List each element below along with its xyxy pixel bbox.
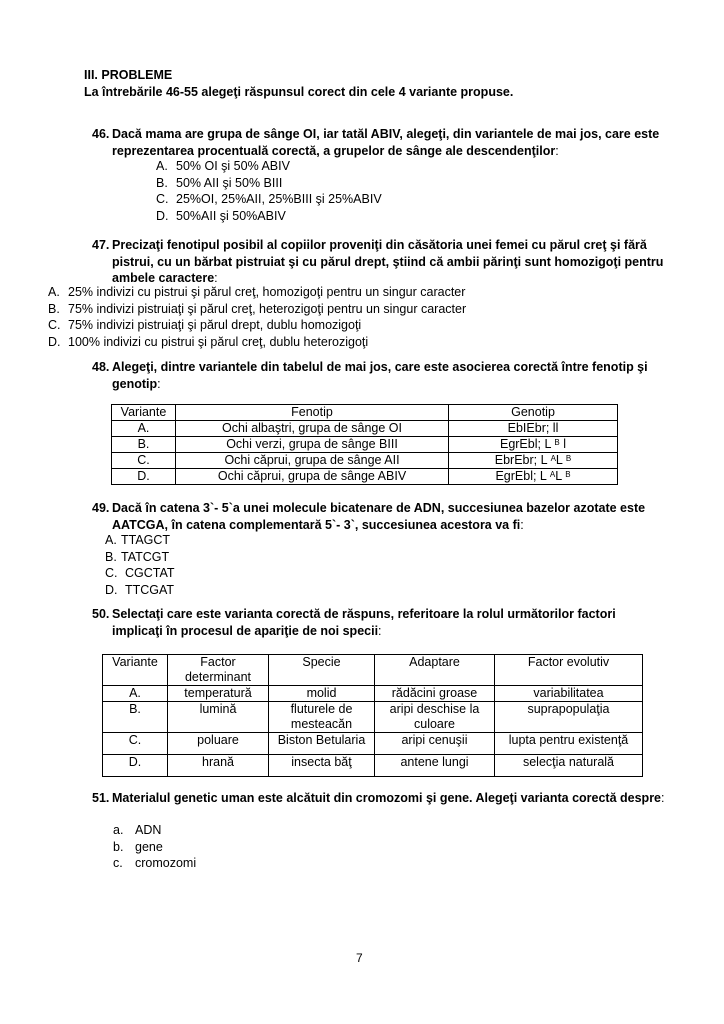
- question-48: 48. Alegeţi, dintre variantele din tabelul de mai jos, care este asocierea corectă între fenotip şi genotip:: [92, 360, 648, 391]
- column-header: Factor evolutiv: [495, 655, 643, 686]
- option-c[interactable]: C. 75% indivizi pistruiaţi şi părul drept, dublu homozigoţi: [48, 318, 362, 332]
- option-a[interactable]: A. 25% indivizi cu pistrui şi părul creţ, homozigoţi pentru un singur caracter: [48, 285, 466, 299]
- question-number: 51.: [92, 791, 110, 805]
- option-a[interactable]: A. 50% OI şi 50% ABIV: [156, 159, 290, 173]
- table-row: D. hrană insecta băţ antene lungi selecţia naturală: [103, 755, 643, 777]
- question-49-options: [105, 532, 175, 598]
- section-title: III. PROBLEME: [84, 68, 173, 82]
- option-b[interactable]: B. TATCGT: [105, 549, 170, 564]
- column-header: Factor determinant: [168, 655, 269, 686]
- option-d[interactable]: D. TTCGAT: [105, 582, 175, 597]
- option-d[interactable]: D. 100% indivizi cu pistrui şi părul creţ, dublu heterozigoţi: [48, 334, 369, 349]
- question-47-options: [48, 284, 466, 350]
- page-number: 7: [356, 951, 363, 965]
- table-row: A. temperatură molid rădăcini groase variabilitatea: [103, 686, 643, 702]
- question-46-options: [156, 158, 382, 224]
- table-header-row: [112, 405, 618, 421]
- question-number: 47.: [92, 238, 110, 252]
- option-d[interactable]: D. 50%AII şi 50%ABIV: [156, 208, 286, 223]
- table-row: C. poluare Biston Betularia aripi cenuşii lupta pentru existenţă: [103, 733, 643, 755]
- genotype-table: [111, 404, 618, 485]
- question-51-options: [113, 822, 196, 872]
- question-text: Dacă mama are grupa de sânge OI, iar tatăl ABIV, alegeţi, din variantele de mai jos, care este reprezentarea procentuală corectă, a grupelor de sânge ale descendenţilor: [112, 127, 660, 158]
- table-row: D. Ochi căprui, grupa de sânge ABIV EgrEbl; L $^A$L $^B$: [112, 469, 618, 485]
- table-row: B. lumină fluturele de mesteacăn aripi deschise la culoare suprapopulaţia: [103, 702, 643, 733]
- question-number: 50.: [92, 607, 110, 621]
- column-header: Variante: [112, 405, 176, 421]
- question-50: 50. Selectaţi care este varianta corectă de răspuns, referitoare la rolul următorilor factori implicaţi în procesul de apariţie de noi specii:: [92, 607, 616, 638]
- table-row: C. Ochi căprui, grupa de sânge AII EbrEbr; L $^A$L $^B$: [112, 453, 618, 469]
- table-row: B. Ochi verzi, grupa de sânge BIII EgrEbl; L $^B$ l: [112, 437, 618, 453]
- column-header: Fenotip: [176, 405, 449, 421]
- question-51: 51. Materialul genetic uman este alcătuit din cromozomi şi gene. Alegeţi varianta corectă despre:: [92, 791, 665, 805]
- column-header: Adaptare: [375, 655, 495, 686]
- question-text: Dacă în catena 3`- 5`a unei molecule bicatenare de ADN, succesiunea bazelor azotate este AATCGA, în catena complementară 5`- 3`, succesiunea acestora va fi: [112, 501, 646, 532]
- question-text: Precizaţi fenotipul posibil al copiilor proveniţi din căsătoria unei femei cu părul creţ şi fără pistrui, cu un bărbat pistruiat şi cu părul drept, ştiind că ambii părinţi sunt homozigoţi pentru ambele caractere: [112, 238, 664, 285]
- column-header: Specie: [269, 655, 375, 686]
- column-header: Variante: [103, 655, 168, 686]
- speciation-table: [102, 654, 643, 777]
- option-a[interactable]: A. TTAGCT: [105, 533, 171, 547]
- question-number: 46.: [92, 127, 110, 141]
- section-intro: La întrebările 46-55 alegeţi răspunsul corect din cele 4 variante propuse.: [84, 85, 514, 99]
- question-number: 48.: [92, 360, 110, 374]
- question-text: Alegeţi, dintre variantele din tabelul de mai jos, care este asocierea corectă între fenotip şi genotip: [112, 360, 648, 391]
- question-text: Materialul genetic uman este alcătuit din cromozomi şi gene. Alegeţi varianta corectă despre: [112, 791, 662, 805]
- option-a[interactable]: a. ADN: [113, 823, 162, 837]
- option-b[interactable]: b. gene: [113, 839, 163, 854]
- option-b[interactable]: B. 50% AII şi 50% BIII: [156, 175, 283, 190]
- option-c[interactable]: C. CGCTAT: [105, 566, 175, 580]
- question-47: 47. Precizaţi fenotipul posibil al copiilor proveniţi din căsătoria unei femei cu părul creţ şi fără pistrui, cu un bărbat pistruiat şi cu părul drept, ştiind că ambii părinţi sunt homozigoţi pentru ambele caractere:: [92, 238, 664, 285]
- table-header-row: [103, 655, 643, 686]
- table-row: A. Ochi albaştri, grupa de sânge OI EbIEbr; ll: [112, 421, 618, 437]
- question-49: 49. Dacă în catena 3`- 5`a unei molecule bicatenare de ADN, succesiunea bazelor azotate este AATCGA, în catena complementară 5`- 3`, succesiunea acestora va fi:: [92, 501, 646, 532]
- option-b[interactable]: B. 75% indivizi pistruiaţi şi părul creţ, heterozigoţi pentru un singur caracter: [48, 301, 467, 316]
- column-header: Genotip: [449, 405, 618, 421]
- question-number: 49.: [92, 501, 110, 515]
- question-46: 46. Dacă mama are grupa de sânge OI, iar tatăl ABIV, alegeţi, din variantele de mai jos, care este reprezentarea procentuală corectă, a grupelor de sânge ale descendenţilor:: [92, 127, 660, 158]
- option-c[interactable]: c. cromozomi: [113, 856, 197, 870]
- question-text: Selectaţi care este varianta corectă de răspuns, referitoare la rolul următorilor factori implicaţi în procesul de apariţie de noi specii: [112, 607, 616, 638]
- option-c[interactable]: C. 25%OI, 25%AII, 25%BIII şi 25%ABIV: [156, 192, 382, 206]
